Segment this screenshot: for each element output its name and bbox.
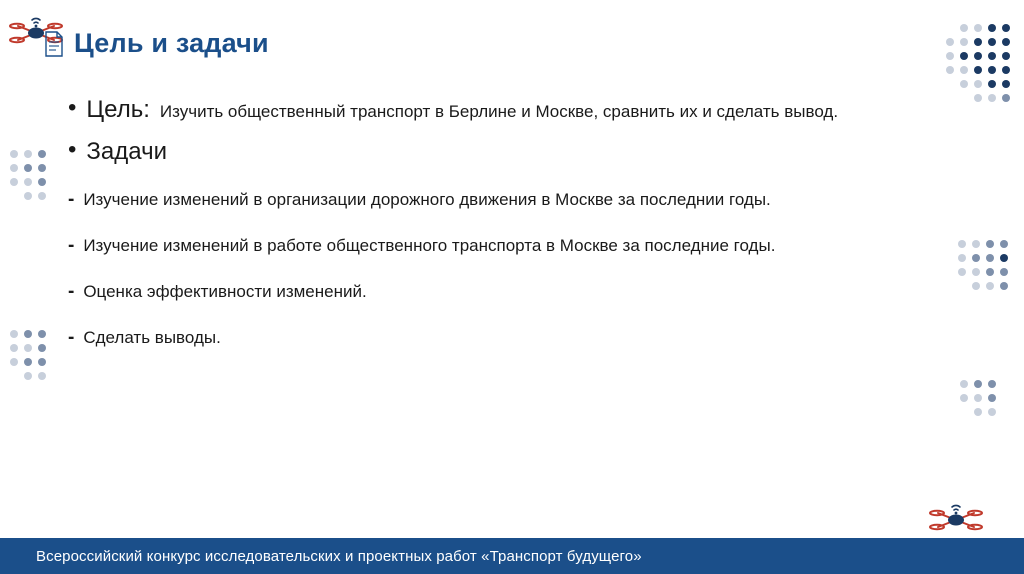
list-item	[68, 282, 954, 302]
page-title: Цель и задачи	[74, 28, 269, 58]
slide-title-row	[44, 28, 269, 59]
decor-dots-top-right	[946, 24, 1010, 102]
footer-bar	[0, 538, 1024, 574]
list-item-text: Изучение изменений в организации дорожного движения в Москве за последнии годы.	[83, 190, 771, 209]
bullet-icon: •	[68, 94, 77, 121]
dash-icon: -	[68, 189, 75, 210]
goal-text: Изучить общественный транспорт в Берлине и Москве, сравнить их и сделать вывод.	[159, 102, 839, 121]
tasks-heading: Задачи	[86, 138, 167, 165]
list-item-text: Изучение изменений в работе общественного транспорта в Москве за последние годы.	[83, 236, 776, 255]
list-item	[68, 328, 954, 348]
drone-icon	[928, 493, 984, 538]
list-item-text: Оценка эффективности изменений.	[83, 282, 367, 301]
bullet-icon: •	[68, 136, 77, 163]
list-item-text: Сделать выводы.	[83, 328, 221, 347]
goal-line	[68, 96, 954, 124]
footer-text: Всероссийский конкурс исследовательских и проектных работ «Транспорт будущего»	[36, 547, 642, 565]
dash-icon: -	[68, 327, 75, 348]
goal-label: Цель:	[86, 96, 150, 123]
decor-dots-left-upper	[10, 150, 46, 200]
decor-dots-right-lower	[960, 380, 996, 416]
document-icon	[44, 31, 64, 57]
dash-icon: -	[68, 281, 75, 302]
tasks-heading-line	[68, 138, 954, 166]
decor-dots-left-lower	[10, 330, 46, 380]
list-item	[68, 190, 954, 210]
slide-body	[68, 96, 954, 374]
dash-icon: -	[68, 235, 75, 256]
task-list	[68, 190, 954, 348]
list-item	[68, 236, 954, 256]
decor-dots-right-mid	[958, 240, 1008, 290]
